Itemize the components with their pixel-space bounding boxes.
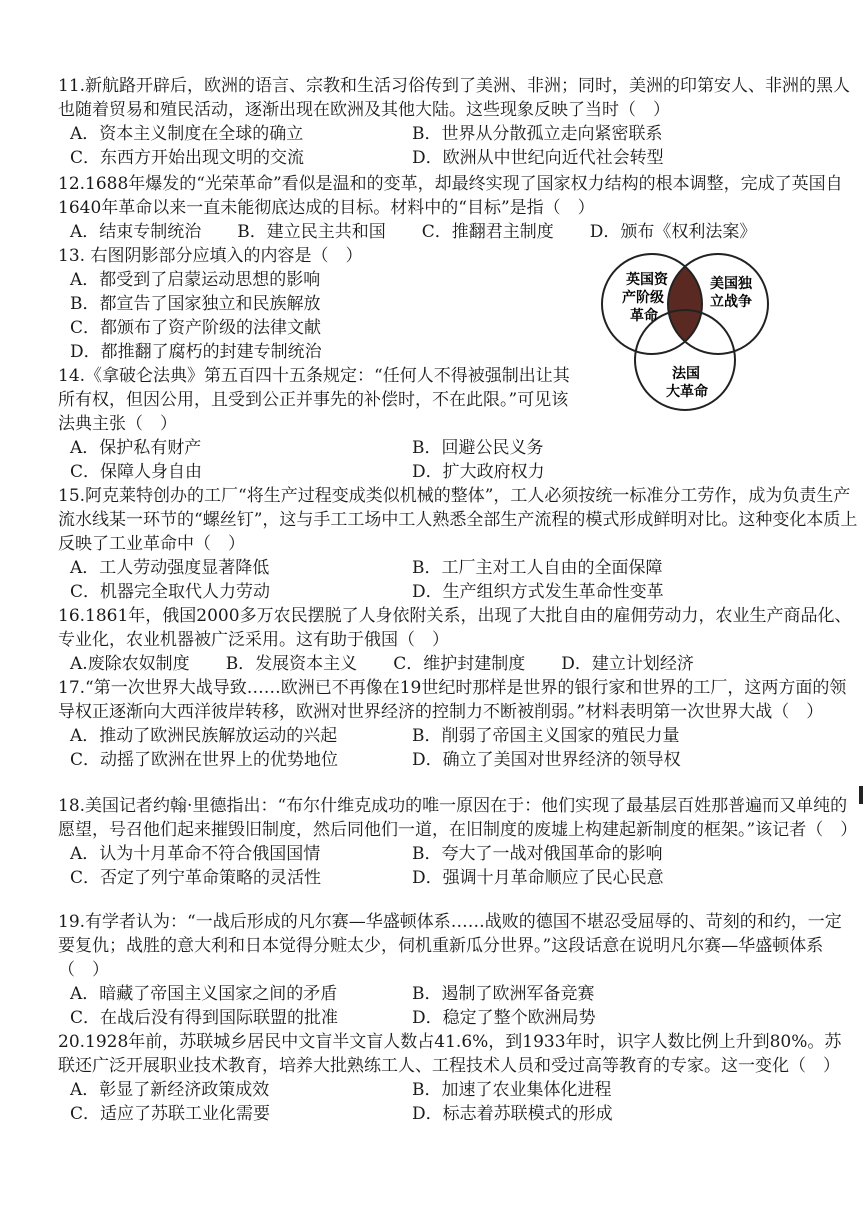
option-c[interactable]: C．否定了列宁革命策略的灵活性 — [70, 868, 322, 888]
option-a[interactable]: A．结束专制统治 — [70, 222, 202, 242]
option-b[interactable]: B．削弱了帝国主义国家的殖民力量 — [412, 726, 680, 746]
option-a[interactable]: A．彰显了新经济政策成效 — [70, 1080, 270, 1100]
option-b[interactable]: B．发展资本主义 — [225, 654, 358, 674]
question-19 — [58, 910, 858, 1030]
question-stem: 19.有学者认为：“一战后形成的凡尔赛—华盛顿体系……战败的德国不堪忍受屈辱的、苛刻的和约，一定要复仇；战胜的意大利和日本觉得分赃太少，伺机重新瓜分世界。”这段话意在说明凡尔赛—华盛顿体系（ ） — [58, 912, 842, 980]
venn-label-2a: 美国独 — [710, 276, 752, 292]
option-a[interactable]: A.废除农奴制度 — [70, 654, 190, 674]
question-16 — [58, 604, 858, 676]
option-a[interactable]: A．认为十月革命不符合俄国国情 — [70, 844, 321, 864]
option-d[interactable]: D．确立了美国对世界经济的领导权 — [412, 750, 681, 770]
option-d[interactable]: D．颁布《权利法案》 — [589, 222, 757, 242]
venn-label-1a: 英国资 — [626, 272, 668, 288]
option-c[interactable]: C．机器完全取代人力劳动 — [70, 582, 271, 602]
venn-label-3b: 大革命 — [666, 384, 708, 400]
venn-diagram — [590, 252, 780, 412]
option-a[interactable]: A．保护私有财产 — [70, 438, 202, 458]
options — [58, 982, 858, 1030]
question-12 — [58, 172, 858, 244]
option-b[interactable]: B．都宣告了国家独立和民族解放 — [70, 294, 321, 314]
question-14-options — [58, 436, 858, 484]
option-a[interactable]: A．推动了欧洲民族解放运动的兴起 — [70, 726, 338, 746]
options — [58, 842, 858, 890]
option-d[interactable]: D．标志着苏联模式的形成 — [412, 1104, 613, 1124]
option-c[interactable]: C．东西方开始出现文明的交流 — [70, 148, 305, 168]
question-stem: 13. 右图阴影部分应填入的内容是（ ） — [58, 246, 363, 266]
option-b[interactable]: B．回避公民义务 — [412, 438, 544, 458]
option-a[interactable]: A．都受到了启蒙运动思想的影响 — [70, 270, 321, 290]
option-c[interactable]: C．在战后没有得到国际联盟的批准 — [70, 1008, 339, 1028]
option-b[interactable]: B．加速了农业集体化进程 — [412, 1080, 612, 1100]
option-a[interactable]: A．工人劳动强度显著降低 — [70, 558, 270, 578]
question-stem: 14.《拿破仑法典》第五百四十五条规定：“任何人不得被强制出让其所有权，但因公用，且受到公正并事先的补偿时，不在此限。”可见该法典主张（ ） — [58, 366, 570, 434]
question-20 — [58, 1030, 858, 1126]
option-c[interactable]: C．都颁布了资产阶级的法律文献 — [70, 318, 322, 338]
option-d[interactable]: D．建立计划经济 — [561, 654, 694, 674]
option-c[interactable]: C．适应了苏联工业化需要 — [70, 1104, 271, 1124]
question-13 — [58, 244, 578, 364]
option-d[interactable]: D．扩大政府权力 — [412, 462, 545, 482]
option-d[interactable]: D．强调十月革命顺应了民心民意 — [412, 868, 664, 888]
option-b[interactable]: B．遏制了欧洲军备竞赛 — [412, 984, 595, 1004]
question-stem: 18.美国记者约翰·里德指出：“布尔什维克成功的唯一原因在于：他们实现了最基层百姓那普遍而又单纯的愿望，号召他们起来摧毁旧制度，然后同他们一道，在旧制度的废墟上构建起新制度的框架。”该记者（ ） — [58, 796, 858, 840]
question-14 — [58, 364, 578, 436]
option-d[interactable]: D．欧洲从中世纪向近代社会转型 — [412, 148, 664, 168]
option-a[interactable]: A．暗藏了帝国主义国家之间的矛盾 — [70, 984, 338, 1004]
option-b[interactable]: B．夸大了一战对俄国革命的影响 — [412, 844, 663, 864]
option-c[interactable]: C．维护封建制度 — [393, 654, 526, 674]
question-stem: 17.“第一次世界大战导致……欧洲已不再像在19世纪时那样是世界的银行家和世界的工厂，这两方面的领导权正逐渐向大西洋彼岸转移，欧洲对世界经济的控制力不断被削弱。”材料表明第一次世界大战（ ） — [58, 678, 847, 722]
option-d[interactable]: D．稳定了整个欧洲局势 — [412, 1008, 596, 1028]
question-stem: 11.新航路开辟后，欧洲的语言、宗教和生活习俗传到了美洲、非洲；同时，美洲的印第安人、非洲的黑人也随着贸易和殖民活动，逐渐出现在欧洲及其他大陆。这些现象反映了当时（ ） — [58, 76, 851, 120]
venn-label-1b: 产阶级 — [622, 290, 664, 306]
question-stem: 20.1928年前，苏联城乡居民中文盲半文盲人数占41.6%，到1933年时，识字人数比例上升到80%。苏联还广泛开展职业技术教育，培养大批熟练工人、工程技术人员和受过高等教育的专家。这一变化（ ） — [58, 1032, 842, 1076]
question-18 — [58, 794, 858, 890]
options — [58, 556, 858, 604]
option-a[interactable]: A．资本主义制度在全球的确立 — [70, 124, 304, 144]
options — [58, 268, 578, 364]
question-15 — [58, 484, 858, 604]
option-c[interactable]: C．动摇了欧洲在世界上的优势地位 — [70, 750, 339, 770]
venn-label-1c: 革命 — [630, 308, 658, 324]
question-stem: 16.1861年，俄国2000多万农民摆脱了人身依附关系，出现了大批自由的雇佣劳动力，农业生产商品化、专业化，农业机器被广泛采用。这有助于俄国（ ） — [58, 606, 852, 650]
options — [58, 652, 858, 676]
options — [58, 1078, 858, 1126]
scan-mark — [859, 786, 863, 804]
options — [58, 122, 858, 170]
options — [58, 436, 858, 484]
option-c[interactable]: C．保障人身自由 — [70, 462, 203, 482]
question-17 — [58, 676, 858, 772]
option-b[interactable]: B．工厂主对工人自由的全面保障 — [412, 558, 663, 578]
question-stem: 12.1688年爆发的“光荣革命”看似是温和的变革，却最终实现了国家权力结构的根本调整，完成了英国自1640年革命以来一直未能彻底达成的目标。材料中的“目标”是指（ ） — [58, 174, 843, 218]
venn-label-2b: 立战争 — [710, 294, 752, 310]
options — [58, 220, 858, 244]
venn-label-3a: 法国 — [672, 366, 700, 382]
options — [58, 724, 858, 772]
option-c[interactable]: C．推翻君主制度 — [421, 222, 554, 242]
question-11 — [58, 74, 858, 170]
option-b[interactable]: B．建立民主共和国 — [237, 222, 386, 242]
question-stem: 15.阿克莱特创办的工厂“将生产过程变成类似机械的整体”，工人必须按统一标准分工劳作，成为负责生产流水线某一环节的“螺丝钉”，这与手工工场中工人熟悉全部生产流程的模式形成鲜明对比。这种变化本质上反映了工业革命中（ ） — [58, 486, 858, 554]
option-d[interactable]: D．生产组织方式发生革命性变革 — [412, 582, 664, 602]
option-d[interactable]: D．都推翻了腐朽的封建专制统治 — [70, 342, 322, 362]
option-b[interactable]: B．世界从分散孤立走向紧密联系 — [412, 124, 663, 144]
